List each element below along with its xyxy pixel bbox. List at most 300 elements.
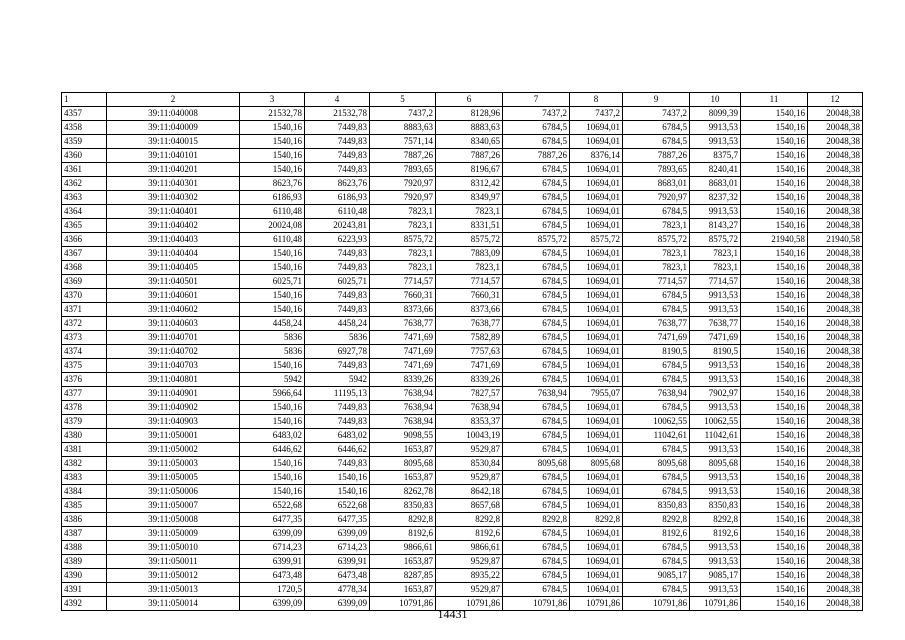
table-cell: 6784,5 bbox=[503, 219, 570, 233]
table-cell: 4778,34 bbox=[305, 583, 370, 597]
table-cell: 6446,62 bbox=[240, 443, 305, 457]
table-cell: 1540,16 bbox=[240, 401, 305, 415]
table-cell: 4372 bbox=[62, 317, 107, 331]
table-cell: 7823,1 bbox=[370, 205, 436, 219]
table-cell: 1540,16 bbox=[240, 289, 305, 303]
table-cell: 8339,26 bbox=[370, 373, 436, 387]
table-cell: 10694,01 bbox=[570, 275, 623, 289]
table-cell: 9913,53 bbox=[690, 373, 741, 387]
table-cell: 4359 bbox=[62, 135, 107, 149]
table-cell: 4385 bbox=[62, 499, 107, 513]
table-cell: 10694,01 bbox=[570, 191, 623, 205]
table-cell: 20048,38 bbox=[808, 569, 863, 583]
table-cell: 6784,5 bbox=[503, 163, 570, 177]
table-cell: 20048,38 bbox=[808, 583, 863, 597]
table-cell: 8128,96 bbox=[436, 107, 503, 121]
table-cell: 7638,94 bbox=[370, 401, 436, 415]
table-cell: 7449,83 bbox=[305, 121, 370, 135]
table-cell: 7714,57 bbox=[623, 275, 690, 289]
table-cell: 6784,5 bbox=[503, 499, 570, 513]
table-cell: 39:11:040501 bbox=[107, 275, 240, 289]
table-cell: 7887,26 bbox=[370, 149, 436, 163]
table-cell: 6784,5 bbox=[503, 275, 570, 289]
table-cell: 8575,72 bbox=[570, 233, 623, 247]
table-cell: 8143,27 bbox=[690, 219, 741, 233]
table-cell: 8683,01 bbox=[623, 177, 690, 191]
table-cell: 6399,91 bbox=[240, 555, 305, 569]
table-cell: 6784,5 bbox=[623, 401, 690, 415]
table-cell: 6784,5 bbox=[623, 205, 690, 219]
table-cell: 9913,53 bbox=[690, 485, 741, 499]
table-cell: 1540,16 bbox=[741, 177, 808, 191]
table-row bbox=[62, 177, 863, 191]
table-cell: 6186,93 bbox=[240, 191, 305, 205]
table-cell: 5836 bbox=[240, 345, 305, 359]
table-cell: 7660,31 bbox=[370, 289, 436, 303]
table-cell: 4382 bbox=[62, 457, 107, 471]
table-cell: 9913,53 bbox=[690, 555, 741, 569]
table-row bbox=[62, 345, 863, 359]
table-cell: 8292,8 bbox=[436, 513, 503, 527]
table-cell: 10694,01 bbox=[570, 527, 623, 541]
table-cell: 1540,16 bbox=[741, 149, 808, 163]
table-cell: 9529,87 bbox=[436, 471, 503, 485]
table-cell: 8373,66 bbox=[370, 303, 436, 317]
table-cell: 7471,69 bbox=[370, 359, 436, 373]
table-cell: 1540,16 bbox=[741, 331, 808, 345]
table-cell: 8575,72 bbox=[503, 233, 570, 247]
table-cell: 10694,01 bbox=[570, 401, 623, 415]
table-cell: 7823,1 bbox=[690, 261, 741, 275]
table-cell: 20048,38 bbox=[808, 191, 863, 205]
table-cell: 8575,72 bbox=[370, 233, 436, 247]
table-cell: 7471,69 bbox=[690, 331, 741, 345]
table-cell: 1540,16 bbox=[741, 429, 808, 443]
table-cell: 10791,86 bbox=[436, 597, 503, 611]
table-cell: 1540,16 bbox=[240, 485, 305, 499]
table-cell: 1540,16 bbox=[240, 149, 305, 163]
table-cell: 10694,01 bbox=[570, 177, 623, 191]
table-cell: 10694,01 bbox=[570, 219, 623, 233]
table-cell: 4380 bbox=[62, 429, 107, 443]
table-cell: 4368 bbox=[62, 261, 107, 275]
table-cell: 39:11:040602 bbox=[107, 303, 240, 317]
table-cell: 1540,16 bbox=[741, 247, 808, 261]
table-cell: 10694,01 bbox=[570, 555, 623, 569]
table-cell: 20048,38 bbox=[808, 527, 863, 541]
table-row bbox=[62, 163, 863, 177]
table-cell: 1540,16 bbox=[741, 471, 808, 485]
table-row bbox=[62, 513, 863, 527]
table-cell: 8530,84 bbox=[436, 457, 503, 471]
table-cell: 1540,16 bbox=[240, 247, 305, 261]
table-cell: 7823,1 bbox=[623, 247, 690, 261]
table-row bbox=[62, 443, 863, 457]
table-cell: 6784,5 bbox=[503, 303, 570, 317]
table-cell: 1540,16 bbox=[741, 387, 808, 401]
table-cell: 1653,87 bbox=[370, 443, 436, 457]
table-cell: 39:11:040902 bbox=[107, 401, 240, 415]
table-cell: 1540,16 bbox=[741, 289, 808, 303]
table-cell: 1540,16 bbox=[741, 401, 808, 415]
table-cell: 39:11:040404 bbox=[107, 247, 240, 261]
table-cell: 6784,5 bbox=[503, 443, 570, 457]
table-cell: 6399,91 bbox=[305, 555, 370, 569]
table-cell: 5966,64 bbox=[240, 387, 305, 401]
table-row bbox=[62, 373, 863, 387]
table-cell: 9913,53 bbox=[690, 303, 741, 317]
table-cell: 39:11:040903 bbox=[107, 415, 240, 429]
table-cell: 11042,61 bbox=[623, 429, 690, 443]
table-cell: 9913,53 bbox=[690, 205, 741, 219]
table-cell: 7823,1 bbox=[370, 219, 436, 233]
column-header: 11 bbox=[741, 93, 808, 107]
table-cell: 4375 bbox=[62, 359, 107, 373]
table-cell: 10694,01 bbox=[570, 485, 623, 499]
table-cell: 10062,55 bbox=[690, 415, 741, 429]
table-cell: 6110,48 bbox=[240, 205, 305, 219]
table-cell: 10694,01 bbox=[570, 429, 623, 443]
table-cell: 9866,61 bbox=[370, 541, 436, 555]
table-cell: 4392 bbox=[62, 597, 107, 611]
table-cell: 5836 bbox=[240, 331, 305, 345]
table-row bbox=[62, 387, 863, 401]
table-cell: 7638,77 bbox=[623, 317, 690, 331]
table-cell: 8339,26 bbox=[436, 373, 503, 387]
table-cell: 6784,5 bbox=[503, 471, 570, 485]
table-cell: 20048,38 bbox=[808, 317, 863, 331]
table-cell: 4370 bbox=[62, 289, 107, 303]
column-header: 3 bbox=[240, 93, 305, 107]
table-cell: 7893,65 bbox=[370, 163, 436, 177]
table-cell: 8292,8 bbox=[370, 513, 436, 527]
table-cell: 7638,94 bbox=[370, 387, 436, 401]
table-cell: 4362 bbox=[62, 177, 107, 191]
table-cell: 8935,22 bbox=[436, 569, 503, 583]
table-cell: 9085,17 bbox=[690, 569, 741, 583]
table-cell: 8657,68 bbox=[436, 499, 503, 513]
table-cell: 8237,32 bbox=[690, 191, 741, 205]
table-header-row bbox=[62, 93, 863, 107]
table-cell: 8095,68 bbox=[690, 457, 741, 471]
table-cell: 4377 bbox=[62, 387, 107, 401]
table-cell: 7449,83 bbox=[305, 261, 370, 275]
table-cell: 7638,77 bbox=[690, 317, 741, 331]
table-row bbox=[62, 303, 863, 317]
table-cell: 1540,16 bbox=[741, 415, 808, 429]
table-cell: 20048,38 bbox=[808, 513, 863, 527]
table-cell: 4379 bbox=[62, 415, 107, 429]
table-cell: 7714,57 bbox=[370, 275, 436, 289]
table-row bbox=[62, 191, 863, 205]
table-cell: 10791,86 bbox=[503, 597, 570, 611]
table-cell: 8575,72 bbox=[623, 233, 690, 247]
table-cell: 4365 bbox=[62, 219, 107, 233]
table-cell: 7823,1 bbox=[370, 261, 436, 275]
table-cell: 5942 bbox=[305, 373, 370, 387]
table-cell: 8312,42 bbox=[436, 177, 503, 191]
table-cell: 4374 bbox=[62, 345, 107, 359]
table-cell: 10694,01 bbox=[570, 471, 623, 485]
table-cell: 8350,83 bbox=[623, 499, 690, 513]
table-row bbox=[62, 555, 863, 569]
table-cell: 10694,01 bbox=[570, 121, 623, 135]
table-cell: 1540,16 bbox=[240, 303, 305, 317]
table-cell: 8192,6 bbox=[436, 527, 503, 541]
table-cell: 8292,8 bbox=[570, 513, 623, 527]
table-cell: 6784,5 bbox=[623, 541, 690, 555]
table-cell: 1540,16 bbox=[741, 275, 808, 289]
table-cell: 20048,38 bbox=[808, 485, 863, 499]
table-cell: 6784,5 bbox=[503, 373, 570, 387]
table-cell: 6784,5 bbox=[623, 555, 690, 569]
table-cell: 5942 bbox=[240, 373, 305, 387]
table-row bbox=[62, 289, 863, 303]
table-cell: 20048,38 bbox=[808, 345, 863, 359]
table-cell: 7638,94 bbox=[623, 387, 690, 401]
table-cell: 6784,5 bbox=[623, 485, 690, 499]
table-cell: 7638,77 bbox=[370, 317, 436, 331]
table-cell: 21940,58 bbox=[741, 233, 808, 247]
table-cell: 7920,97 bbox=[623, 191, 690, 205]
table-cell: 8192,6 bbox=[370, 527, 436, 541]
table-cell: 4381 bbox=[62, 443, 107, 457]
table-cell: 39:11:040603 bbox=[107, 317, 240, 331]
table-cell: 9085,17 bbox=[623, 569, 690, 583]
table-cell: 20048,38 bbox=[808, 261, 863, 275]
table-cell: 10694,01 bbox=[570, 135, 623, 149]
table-row bbox=[62, 569, 863, 583]
table-row bbox=[62, 247, 863, 261]
table-cell: 4387 bbox=[62, 527, 107, 541]
table-cell: 8883,63 bbox=[436, 121, 503, 135]
table-cell: 9913,53 bbox=[690, 289, 741, 303]
table-cell: 39:11:040201 bbox=[107, 163, 240, 177]
table-cell: 6399,09 bbox=[240, 597, 305, 611]
table-row bbox=[62, 457, 863, 471]
table-cell: 6784,5 bbox=[503, 541, 570, 555]
table-cell: 1540,16 bbox=[305, 485, 370, 499]
table-cell: 20048,38 bbox=[808, 471, 863, 485]
table-cell: 9098,55 bbox=[370, 429, 436, 443]
table-cell: 6784,5 bbox=[623, 289, 690, 303]
table-cell: 1540,16 bbox=[741, 485, 808, 499]
table-cell: 4361 bbox=[62, 163, 107, 177]
table-cell: 20048,38 bbox=[808, 373, 863, 387]
table-cell: 6784,5 bbox=[503, 135, 570, 149]
table-cell: 7449,83 bbox=[305, 457, 370, 471]
table-cell: 39:11:040703 bbox=[107, 359, 240, 373]
table-cell: 8350,83 bbox=[690, 499, 741, 513]
table-cell: 6784,5 bbox=[623, 471, 690, 485]
table-cell: 10694,01 bbox=[570, 569, 623, 583]
table-cell: 7887,26 bbox=[623, 149, 690, 163]
table-cell: 1540,16 bbox=[240, 261, 305, 275]
table-cell: 39:11:050002 bbox=[107, 443, 240, 457]
table-cell: 8623,76 bbox=[305, 177, 370, 191]
table-cell: 4391 bbox=[62, 583, 107, 597]
table-cell: 1540,16 bbox=[741, 513, 808, 527]
table-cell: 1540,16 bbox=[741, 443, 808, 457]
table-cell: 6784,5 bbox=[503, 331, 570, 345]
table-cell: 6714,23 bbox=[305, 541, 370, 555]
table-row bbox=[62, 121, 863, 135]
table-cell: 20243,81 bbox=[305, 219, 370, 233]
table-cell: 8095,68 bbox=[503, 457, 570, 471]
table-cell: 10694,01 bbox=[570, 373, 623, 387]
table-cell: 6784,5 bbox=[503, 359, 570, 373]
table-cell: 20048,38 bbox=[808, 135, 863, 149]
table-row bbox=[62, 219, 863, 233]
page-number: 14431 bbox=[437, 607, 468, 621]
table-cell: 8095,68 bbox=[370, 457, 436, 471]
table-cell: 10694,01 bbox=[570, 415, 623, 429]
table-cell: 7437,2 bbox=[623, 107, 690, 121]
table-cell: 39:11:040701 bbox=[107, 331, 240, 345]
table-cell: 39:11:040302 bbox=[107, 191, 240, 205]
table-cell: 7638,94 bbox=[370, 415, 436, 429]
table-cell: 7823,1 bbox=[623, 219, 690, 233]
table-row bbox=[62, 233, 863, 247]
table-cell: 4383 bbox=[62, 471, 107, 485]
table-row bbox=[62, 149, 863, 163]
table-cell: 6784,5 bbox=[503, 205, 570, 219]
table-cell: 6784,5 bbox=[503, 569, 570, 583]
table-cell: 39:11:040801 bbox=[107, 373, 240, 387]
table-cell: 21532,78 bbox=[240, 107, 305, 121]
table-cell: 8349,97 bbox=[436, 191, 503, 205]
table-cell: 9913,53 bbox=[690, 541, 741, 555]
table-cell: 4371 bbox=[62, 303, 107, 317]
data-table bbox=[61, 92, 863, 611]
table-cell: 7920,97 bbox=[370, 191, 436, 205]
table-cell: 1540,16 bbox=[741, 373, 808, 387]
table-cell: 7449,83 bbox=[305, 135, 370, 149]
table-body bbox=[62, 93, 863, 611]
table-cell: 20048,38 bbox=[808, 275, 863, 289]
table-cell: 20048,38 bbox=[808, 457, 863, 471]
table-cell: 1540,16 bbox=[741, 499, 808, 513]
table-cell: 8095,68 bbox=[623, 457, 690, 471]
table-cell: 1540,16 bbox=[741, 191, 808, 205]
table-cell: 1540,16 bbox=[240, 471, 305, 485]
table-cell: 8575,72 bbox=[690, 233, 741, 247]
table-cell: 6473,48 bbox=[305, 569, 370, 583]
column-header: 8 bbox=[570, 93, 623, 107]
table-cell: 1540,16 bbox=[240, 457, 305, 471]
table-cell: 7757,63 bbox=[436, 345, 503, 359]
table-cell: 10694,01 bbox=[570, 247, 623, 261]
table-row bbox=[62, 331, 863, 345]
table-cell: 11042,61 bbox=[690, 429, 741, 443]
table-cell: 7449,83 bbox=[305, 303, 370, 317]
table-cell: 20048,38 bbox=[808, 107, 863, 121]
table-cell: 6784,5 bbox=[503, 583, 570, 597]
table-cell: 7471,69 bbox=[436, 359, 503, 373]
table-cell: 1653,87 bbox=[370, 583, 436, 597]
table-cell: 8095,68 bbox=[570, 457, 623, 471]
table-cell: 7920,97 bbox=[370, 177, 436, 191]
table-cell: 6784,5 bbox=[623, 303, 690, 317]
table-cell: 4388 bbox=[62, 541, 107, 555]
table-cell: 6477,35 bbox=[305, 513, 370, 527]
table-cell: 4384 bbox=[62, 485, 107, 499]
table-cell: 1540,16 bbox=[240, 359, 305, 373]
table-cell: 20048,38 bbox=[808, 219, 863, 233]
table-cell: 1540,16 bbox=[741, 303, 808, 317]
table-cell: 4373 bbox=[62, 331, 107, 345]
table-cell: 8192,6 bbox=[690, 527, 741, 541]
table-cell: 39:11:040901 bbox=[107, 387, 240, 401]
table-cell: 20048,38 bbox=[808, 401, 863, 415]
table-cell: 20048,38 bbox=[808, 541, 863, 555]
table-cell: 4363 bbox=[62, 191, 107, 205]
table-row bbox=[62, 359, 863, 373]
table-cell: 6784,5 bbox=[623, 359, 690, 373]
table-cell: 10694,01 bbox=[570, 541, 623, 555]
table-row bbox=[62, 317, 863, 331]
column-header: 1 bbox=[62, 93, 107, 107]
table-row bbox=[62, 485, 863, 499]
column-header: 6 bbox=[436, 93, 503, 107]
table-cell: 7638,77 bbox=[436, 317, 503, 331]
table-cell: 8375,7 bbox=[690, 149, 741, 163]
table-cell: 7823,1 bbox=[370, 247, 436, 261]
table-cell: 9913,53 bbox=[690, 583, 741, 597]
table-cell: 20048,38 bbox=[808, 359, 863, 373]
table-cell: 7887,26 bbox=[436, 149, 503, 163]
table-cell: 7449,83 bbox=[305, 163, 370, 177]
table-cell: 39:11:050009 bbox=[107, 527, 240, 541]
table-cell: 1540,16 bbox=[741, 527, 808, 541]
table-cell: 10694,01 bbox=[570, 443, 623, 457]
table-cell: 39:11:040401 bbox=[107, 205, 240, 219]
column-header: 2 bbox=[107, 93, 240, 107]
table-cell: 20048,38 bbox=[808, 303, 863, 317]
table-cell: 7638,94 bbox=[503, 387, 570, 401]
column-header: 9 bbox=[623, 93, 690, 107]
table-cell: 1540,16 bbox=[741, 135, 808, 149]
table-cell: 4360 bbox=[62, 149, 107, 163]
column-header: 7 bbox=[503, 93, 570, 107]
table-cell: 20048,38 bbox=[808, 149, 863, 163]
table-cell: 39:11:040403 bbox=[107, 233, 240, 247]
table-cell: 6714,23 bbox=[240, 541, 305, 555]
table-cell: 39:11:040402 bbox=[107, 219, 240, 233]
table-cell: 6784,5 bbox=[503, 317, 570, 331]
table-cell: 7823,1 bbox=[436, 205, 503, 219]
table-cell: 7437,2 bbox=[570, 107, 623, 121]
table-cell: 7449,83 bbox=[305, 359, 370, 373]
table-cell: 4376 bbox=[62, 373, 107, 387]
table-cell: 6446,62 bbox=[305, 443, 370, 457]
table-cell: 6477,35 bbox=[240, 513, 305, 527]
table-cell: 10694,01 bbox=[570, 163, 623, 177]
table-cell: 6784,5 bbox=[503, 401, 570, 415]
table-cell: 8373,66 bbox=[436, 303, 503, 317]
table-cell: 8683,01 bbox=[690, 177, 741, 191]
table-cell: 4458,24 bbox=[305, 317, 370, 331]
table-cell: 4378 bbox=[62, 401, 107, 415]
table-cell: 20048,38 bbox=[808, 555, 863, 569]
table-cell: 10791,86 bbox=[570, 597, 623, 611]
table-cell: 8262,78 bbox=[370, 485, 436, 499]
table-cell: 9866,61 bbox=[436, 541, 503, 555]
table-cell: 8353,37 bbox=[436, 415, 503, 429]
table-row bbox=[62, 401, 863, 415]
table-cell: 8287,85 bbox=[370, 569, 436, 583]
table-cell: 6927,78 bbox=[305, 345, 370, 359]
